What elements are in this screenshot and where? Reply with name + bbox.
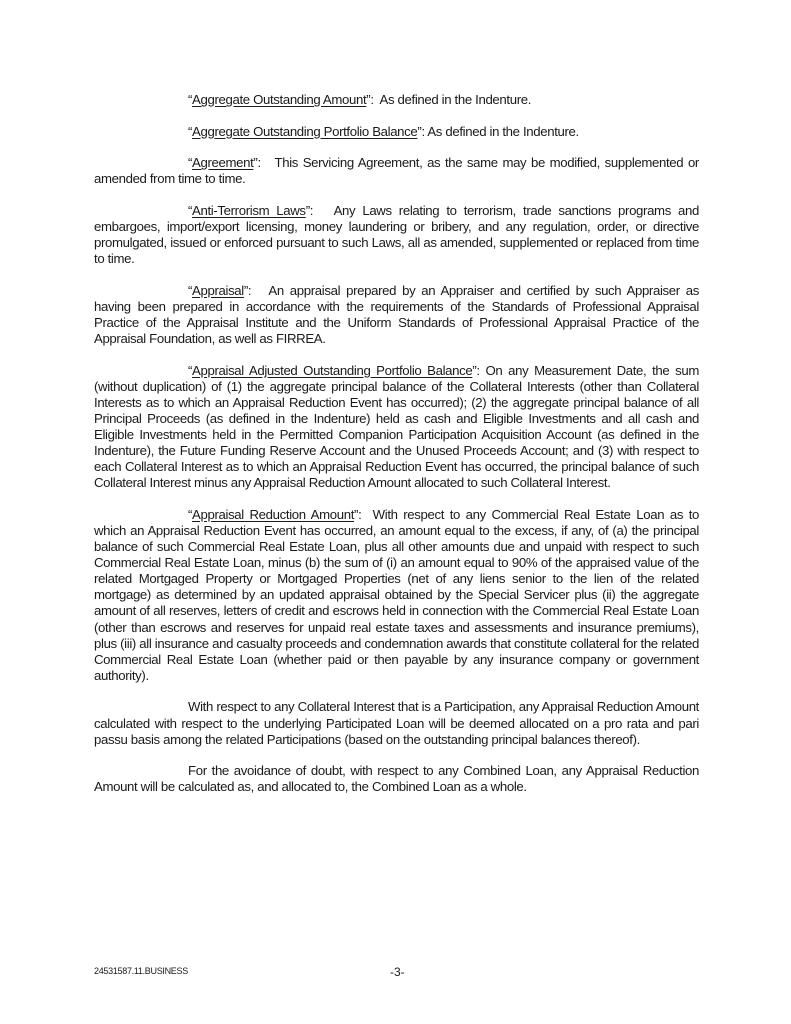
definition-text: On any Measurement Date, the sum (without duplication) of (1) the aggregate principal balance of the Collateral Interests (other than Collateral Interests as to which an Appraisal Reduction Event has occurred); (2) the aggregate principal balance of all Principal Proceeds (as defined in the Indenture) held as cash and Eligible Investments and all cash and Eligible Investments held in the Permitted Companion Participation Acquisition Account (as defined in the Indenture), the Future Funding Reserve Account and the Unused Proceeds Account; and (3) with respect to each Collateral Interest as to which an Appraisal Reduction Event has occurred, the principal balance of such Collateral Interest minus any Appraisal Reduction Amount allocated to such Collateral Interest. <box>94 362 699 491</box>
close-quote: ” <box>366 92 371 107</box>
definition-text: Any Laws relating to terrorism, trade sanctions programs and embargoes, import/export licensing, money laundering or bribery, and any regulation, order, or directive promulgated, issued or enforced pursuant to such Laws, all as amended, supplemented or replaced from time to time. <box>94 202 699 267</box>
definition-text: As defined in the Indenture. <box>427 123 579 139</box>
definition-agreement <box>94 155 699 187</box>
separator: : <box>421 123 428 139</box>
defined-term: Agreement <box>192 155 254 171</box>
separator: : <box>358 506 373 522</box>
open-quote: “ <box>188 92 193 107</box>
open-quote: “ <box>188 282 193 298</box>
definition-appraisal-adjusted-outstanding-portfolio-balance <box>94 363 699 492</box>
defined-term: Aggregate Outstanding Amount <box>192 92 367 107</box>
paragraph-combined-loan: For the avoidance of doubt, with respect to any Combined Loan, any Appraisal Reduction Amount will be calculated as, and allocated to, the Combined Loan as a whole. <box>94 763 699 795</box>
defined-term: Appraisal Adjusted Outstanding Portfolio Balance <box>192 362 473 378</box>
document-id: 24531587.11.BUSINESS <box>94 966 188 976</box>
definition-text: As defined in the Indenture. <box>379 92 532 107</box>
open-quote: “ <box>188 123 193 139</box>
definition-appraisal <box>94 283 699 347</box>
definition-aggregate-outstanding-portfolio-balance <box>94 124 699 140</box>
open-quote: “ <box>188 155 193 171</box>
definition-text: An appraisal prepared by an Appraiser and certified by such Appraiser as having been prepared in accordance with the requirements of the Standards of Professional Appraisal Practice of the Appraisal Institute and the Uniform Standards of Professional Appraisal Practice of the Appraisal Foundation, as well as FIRREA. <box>94 282 699 347</box>
defined-term: Anti-Terrorism Laws <box>192 202 306 218</box>
paragraph-participation-allocation: With respect to any Collateral Interest that is a Participation, any Appraisal Reduction Amount calculated with respect to the underlying Participated Loan will be deemed allocated on a pro rata and pari passu basis among the related Participations (based on the outstanding principal balances thereof). <box>94 699 699 747</box>
page-number: -3- <box>390 965 405 979</box>
defined-term: Aggregate Outstanding Portfolio Balance <box>192 123 418 139</box>
close-quote: ” <box>243 282 248 298</box>
separator: : <box>370 92 380 107</box>
close-quote: ” <box>472 362 477 378</box>
definition-text: This Servicing Agreement, as the same may be modified, supplemented or amended from time to time. <box>94 155 699 187</box>
close-quote: ” <box>417 123 422 139</box>
page-footer <box>94 966 699 980</box>
open-quote: “ <box>188 506 193 522</box>
definition-appraisal-reduction-amount <box>94 507 699 684</box>
close-quote: ” <box>305 202 310 218</box>
separator: : <box>257 155 275 171</box>
defined-term: Appraisal Reduction Amount <box>192 506 355 522</box>
definition-aggregate-outstanding-amount <box>94 92 699 108</box>
definition-text: With respect to any Commercial Real Estate Loan as to which an Appraisal Reduction Event has occurred, an amount equal to the excess, if any, of (a) the principal balance of such Commercial Real Estate Loan, plus all other amounts due and unpaid with respect to such Commercial Real Estate Loan, minus (b) the sum of (i) an amount equal to 90% of the appraised value of the related Mortgaged Property or Mortgaged Properties (net of any liens senior to the lien of the related mortgage) as determined by an updated appraisal obtained by the Special Servicer plus (ii) the aggregate amount of all reserves, letters of credit and escrows held in connection with the Commercial Real Estate Loan (other than escrows and reserves for unpaid real estate taxes and assessments and insurance premiums), plus (iii) all insurance and casualty proceeds and condemnation awards that constitute collateral for the related Commercial Real Estate Loan (whether paid or then payable by any insurance company or government authority). <box>94 506 699 683</box>
defined-term: Appraisal <box>192 282 244 298</box>
separator: : <box>247 282 269 298</box>
open-quote: “ <box>188 362 193 378</box>
open-quote: “ <box>188 202 193 218</box>
definition-anti-terrorism-laws <box>94 203 699 267</box>
close-quote: ” <box>253 155 258 171</box>
close-quote: ” <box>354 506 359 522</box>
separator: : <box>309 202 334 218</box>
document-page <box>94 92 699 811</box>
separator: : <box>476 362 486 378</box>
